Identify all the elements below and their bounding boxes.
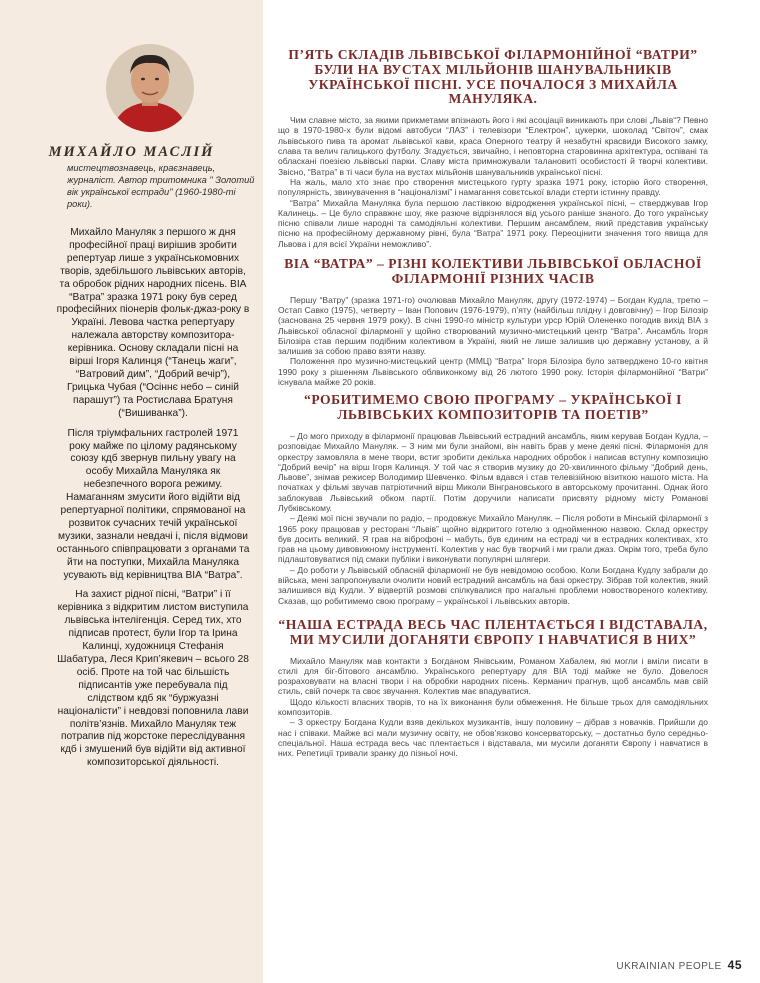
body-paragraph: Чим славне місто, за якими прикметами впізнають його і які асоціації виникають при слові „Львів“? Певно що в 1970-1980-х були відомі автобуси “ЛАЗ” і телевізори “Електрон”, цукерки, шоколад “Світоч”, смак львівського пива та аромат львівської кави, краса Оперного театру й незабутні красвиди Високого замку, слава та велич галицького футболу. Згадується, звичайно, і неповторна старовинна архітектура, оспівані та обласкані поезією львівські парки. Славу міста примножували талановиті особистості й творчі колективи. Звісно, “Ватра” в ті часи була на вустах мільйонів шанувальників української пісні. — [278, 115, 708, 177]
section-heading: “РОБИТИМЕМО СВОЮ ПРОГРАМУ – УКРАЇНСЬКОЇ І ЛЬВІВСЬКИХ КОМПОЗИТОРІВ ТА ПОЕТІВ” — [304, 392, 682, 423]
article-section — [278, 431, 708, 606]
author-portrait-image — [106, 44, 194, 132]
section-heading: ВІА “ВАТРА” – РІЗНІ КОЛЕКТИВИ ЛЬВІВСЬКОЇ ОБЛАСНОЇ ФІЛАРМОНІЇ РІЗНИХ ЧАСІВ — [284, 256, 702, 286]
section-heading: “НАША ЕСТРАДА ВЕСЬ ЧАС ПЛЕНТАЄТЬСЯ І ВІДСТАВАЛА, МИ МУСИЛИ ДОГАНЯТИ ЄВРОПУ І НАВЧАТИСЯ В НИХ” — [278, 616, 708, 647]
body-paragraph: На жаль, мало хто знає про створення мистецького гурту зразка 1971 року, історію його створення, популярність, звинувачення в “націоналізмі” і намагання совєтської влади стерти істинну правду. — [278, 176, 708, 198]
body-paragraph: Положення про музично-мистецький центр (ММЦ) “Ватра” Ігоря Білозіра було затверджено 10-го квітня 1990 року з рішенням Львівського облвиконкому від 26 лютого 1990 року. Історія філармонійної “Ватри” існувала майже 20 років. — [278, 356, 708, 388]
body-paragraph: – До роботи у Львівській обласній філармонії не був невідомою особою. Коли Богдана Кудлу забрали до війська, мені запропонували очолити новий естрадний ансамбль на базі оркестру. Зібрав той колектив, який залишився від Кудли. У відвертій розмові спілкувалися про нагальні проблеми новоствореного колективу. Сказав, що робитимемо свою програму – української і львівських авторів. — [278, 564, 708, 606]
sidebar-paragraph: Після тріумфальних гастролей 1971 року майже по цілому радянському союзу кдб звернув пильну увагу на особу Михайла Мануляка як небезпечного ворога режиму. Намаганням змусити його відійти від репертуарної політики, спрямованої на розвиток сучасних течій української музики, зазнали невдачі і, після відмови останнього співпрацювати з органами та йти на поступки, Михайла Мануляка усувають від керівництва ВІА “Ватра”. — [56, 427, 250, 581]
sidebar-text — [56, 227, 250, 777]
body-paragraph: – Деякі мої пісні звучали по радіо, – продовжує Михайло Мануляк. – Після роботи в Мінській філармонії з 1965 року працював у ресторані “Львів” щойно відкритого готелю з однойменною назвою. Склад оркестру був досить великий. Я грав на віброфоні – мабуть, був єдиним на естраді чи в естрадних колективах, хто грав на цьому дивовижному інструменті. Колектив у нас був творчий і ми грали джаз. Окрім того, треба було підлаштовуватися під смаки публіки і виконувати популярні шлягери. — [278, 513, 708, 565]
magazine-name: UKRAINIAN PEOPLE — [616, 961, 722, 972]
author-photo — [106, 44, 194, 132]
article-section — [278, 656, 708, 759]
sidebar — [0, 0, 263, 983]
body-paragraph: Щодо кількості власних творів, то на їх виконання були обмеження. Не більше трьох для самодіяльних композиторів. — [278, 696, 708, 718]
article-main — [278, 48, 708, 759]
page-footer — [616, 958, 742, 972]
page-number: 45 — [727, 958, 742, 972]
section-heading: П’ЯТЬ СКЛАДІВ ЛЬВІВСЬКОЇ ФІЛАРМОНІЙНОЇ “ВАТРИ” БУЛИ НА ВУСТАХ МІЛЬЙОНІВ ШАНУВАЛЬНИКІВ УКРАЇНСЬКОЇ ПІСНІ. УСЕ ПОЧАЛОСЯ З МИХАЙЛА МАНУЛЯКА. — [288, 47, 698, 107]
body-paragraph: – З оркестру Богдана Кудли взяв декількох музикантів, іншу половину – дібрав з новачків. Прийшли до нас і співаки. Майже всі мали музичну освіту, не обов’язково консерваторську, – достатньо було середньо-спеціальної. Наша естрада весь час плентається і відставала, ми мусили доганяти Європу і навчатися в них. Репетиції тривали зранку до пізньої ночі. — [278, 717, 708, 759]
author-description: мистецтвознавець, краєзнавець, журналіст. Автор тритомника " Золотий вік української естради" (1960-1980-ті роки). — [67, 163, 255, 209]
body-paragraph: “Ватра” Михайла Мануляка була першою ластівкою відродження української пісні, – стверджував Ігор Калинець. – Це було справжнє шоу, яке разюче відрізнялося від усього раніше знаного. До того українську пісню співали лише народні та самодіяльні колективи. Першим ансамблем, який представив українську пісню на професійному державному рівні, була “Ватра” 1971 року. Переоцінити значення того явища для Львова і для всієї України неможливо”. — [278, 197, 708, 249]
body-paragraph: Михайло Мануляк мав контакти з Богданом Янівським, Романом Хабалем, які могли і вміли писати в стилі для біг-бітового ансамблю. Українського репертуару для ВІА тоді майже не було. Довелося розраховувати на власні твори і на обробки народних пісень. Керманич прагнув, щоб ансамбль мав свій стиль, свій почерк та своє звучання. Колектив має впадуватися. — [278, 655, 708, 697]
article-section — [278, 295, 708, 388]
body-paragraph: Першу “Ватру” (зразка 1971-го) очолював Михайло Мануляк, другу (1972-1974) – Богдан Кудла, третю – Остап Савко (1975), четверту – Іван Попович (1976-1979), п’яту (найбільш плідну і довговічну) – Ігор Білозір (заснована 25 червня 1979 року). В січні 1990-го міністр культури урср Юрій Олененко погодив вихід ВІА з Львівської обласної філармонії у щойно створюваний музично-мистецький центр “Ватра”. Ансамбль Ігоря Білозіра став першим подібним колективом в Україні, який не лише залишив цю державну установу, а й залишив за собою право взяти назву. — [278, 294, 708, 357]
sidebar-paragraph: Михайло Мануляк з першого ж дня професійної праці вирішив зробити репертуар лише з українськомовних творів, здебільшого львівських авторів, та обробок рідних народних пісень. ВІА “Ватра” зразка 1971 року був серед професійних піонерів фольк-джаз-року в Україні. Левова частка репертуару належала авторству композитора-керівника. Основу складали пісні на вірші Ігоря Калинця (“Танець жаги”, “Ватровий дим”, “Добрий вечір”), Грицька Чубая (“Осіннє небо – синій парашут”) та Ростислава Братуня (“Вишиванка”). — [56, 227, 250, 419]
article-section — [278, 115, 708, 249]
author-name: МИХАЙЛО МАСЛІЙ — [48, 144, 215, 160]
body-paragraph: – До мого приходу в філармонії працював Львівський естрадний ансамбль, яким керував Богдан Кудла, – розповідає Михайло Мануляк. – З ним ми були знайомі, він навіть брав у мене деякі пісні. Філармонія для оркестру замовляла в мене твори, встиг зробити декілька народних обробок і написав вступну композицію “Добрий вечір” на вірш Ігоря Калинця. У той час я створив музику до 20-хвилинного фільму “Добрий день, Львове”, знімав режисер Володимир Шевченко. Фільм вдався і став телевізійною візиткою нашого міста. На початках у фільмі звучав патріотичний вірш Миколи Вінграновського в авторському прочитанні. Однак його заблокував Львівський обком партії. Потім доручили написати присвяту рідному місту Романові Лубківському. — [278, 430, 708, 513]
sidebar-paragraph: На захист рідної пісні, “Ватри” і її керівника з відкритим листом виступила львівська інтелігенція. Серед тих, хто підписав протест, були Ігор та Ірина Калинці, художниця Стефанія Шабатура, Леся Крип’якевич – всього 28 осіб. Проте на той час більшість підписантів уже перебувала під слідством кдб як “буржуазні націоналісти” і невдовзі поповнила лави політв’язнів. Михайло Мануляк теж потрапив під жорстоке переслідування кдб і змушений був відійти від активної композиторської діяльності. — [57, 589, 249, 769]
